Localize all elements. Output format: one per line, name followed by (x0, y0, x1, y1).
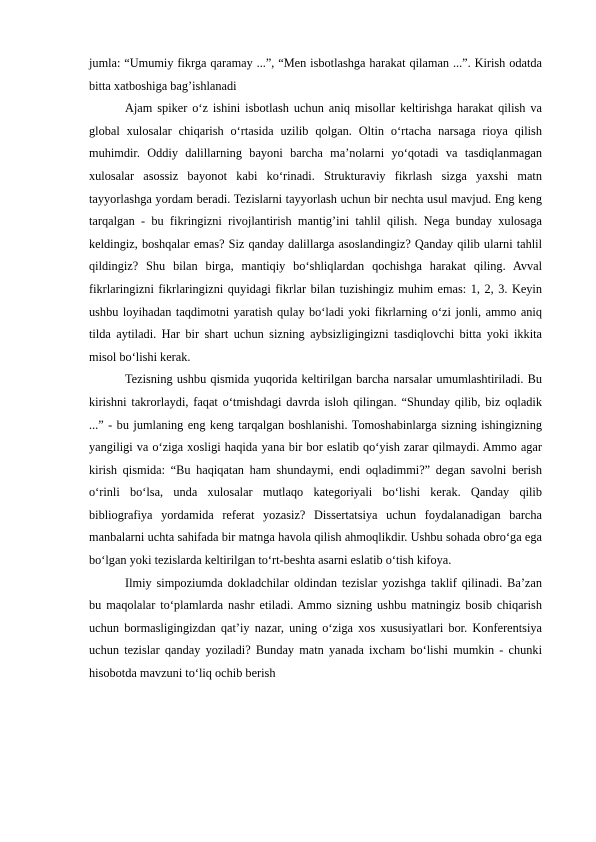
paragraph-ilmiy-simpozium: Ilmiy simpoziumda dokladchilar oldindan tezislar yozishga taklif qilinadi. Ba’zan bu maqolalar to‘plamlarda nashr etiladi. Ammo sizning ushbu matningiz bosib chiqarish uchun bormasligingizdan qat’iy nazar, uning o‘ziga xos xususiyatlari bor. Konferentsiya uchun tezislar qanday yoziladi? Bunday matn yanada ixcham bo‘lishi mumkin - chunki hisobotda mavzuni to‘liq ochib berish (89, 575, 542, 681)
body-text (89, 52, 542, 685)
paragraph-ajam-spiker: Ajam spiker o‘z ishini isbotlash uchun aniq misollar keltirishga harakat qilish va global xulosalar chiqarish o‘rtasida uzilib qolgan. Oltin o‘rtacha narsaga rioya qilish muhimdir. Oddiy dalillarning bayoni barcha ma’nolarni yo‘qotadi va tasdiqlanmagan xulosalar asossiz bayonot kabi ko‘rinadi. Strukturaviy fikrlash sizga yaxshi matn tayyorlashga yordam beradi. Tezislarni tayyorlash uchun bir nechta usul mavjud. Eng keng tarqalgan - bu fikringizni rivojlantirish mantig’ini tahlil qilish. Nega bunday xulosaga keldingiz, boshqalar emas? Siz qanday dalillarga asoslandingiz? Qanday qilib ularni tahlil qildingiz? Shu bilan birga, mantiqiy bo‘shliqlardan qochishga harakat qiling. Avval fikrlaringizni fikrlaringizni quyidagi fikrlar bilan tuzishingiz muhim emas: 1, 2, 3. Keyin ushbu loyihadan taqdimotni yaratish qulay bo‘ladi yoki fikrlarning o‘zi jonli, ammo aniq tilda aytiladi. Har bir shart uchun sizning aybsizligingizni tasdiqlovchi bitta yoki ikkita misol bo‘lishi kerak. (89, 101, 542, 364)
paragraph-continuation: jumla: “Umumiy fikrga qaramay ...”, “Men isbotlashga harakat qilaman ...”. Kirish odatda bitta xatboshiga bag’ishlanadi (89, 56, 542, 93)
paragraph-tezis-conclusion: Tezisning ushbu qismida yuqorida keltirilgan barcha narsalar umumlashtiriladi. Bu kirishni takrorlaydi, faqat o‘tmishdagi davrda isloh qilingan. “Shunday qilib, biz oqladik ...” - bu jumlaning eng keng tarqalgan boshlanishi. Tomoshabinlarga sizning ishingizning yangiligi va o‘ziga xosligi haqida yana bir bor eslatib qo‘yish zarar qilmaydi. Ammo agar kirish qismida: “Bu haqiqatan ham shundaymi, endi oqladimmi?” degan savolni berish o‘rinli bo‘lsa, unda xulosalar mutlaqo kategoriyali bo‘lishi kerak. Qanday qilib bibliografiya yordamida referat yozasiz? Dissertatsiya uchun foydalanadigan barcha manbalarni uchta sahifada bir matnga havola qilish ahmoqlikdir. Ushbu sohada obro‘ga ega bo‘lgan yoki tezislarda keltirilgan to‘rt-beshta asarni eslatib o‘tish kifoya. (89, 372, 542, 568)
